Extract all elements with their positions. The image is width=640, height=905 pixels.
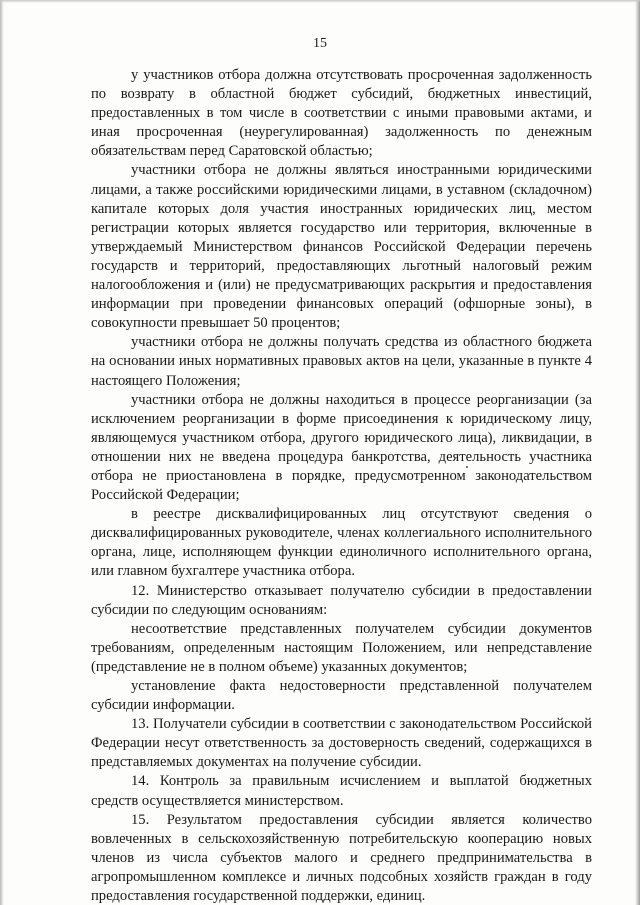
paragraph-15-result: 15. Результатом предоставления субсидии является количество вовлеченных в сельскохозяйственную потребительскую кооперацию новых членов из числа субъектов малого и среднего предпринимательства в агропромышленном комплексе и личных подсобных хозяйств граждан в году предоставления государственной поддержки, единиц. bbox=[91, 811, 592, 905]
paragraph-reorganization: участники отбора не должны находиться в процессе реорганизации (за исключением реорганизации в форме присоединения к юридическому лицу, являющемуся участником отбора, другого юридического лица), ликвидации, в отношении них не введена процедура банкротства, деятельность участника отбора не приостановлена в порядке, предусмотренном законодательством Российской Федерации; bbox=[91, 391, 592, 504]
paragraph-disqualified-register: в реестре дисквалифицированных лиц отсутствуют сведения о дисквалифицированных руководителе, членах коллегиального исполнительного органа, лице, исполняющем функции единоличного исполнительного органа, или главном бухгалтере участника отбора. bbox=[91, 506, 592, 580]
scan-edge-right bbox=[635, 0, 640, 905]
paragraph-noncompliance: несоответствие представленных получателем субсидии документов требованиям, определенным настоящим Положением, или непредставление (представление не в полном объеме) указанных документов; bbox=[91, 620, 592, 675]
page-number: 15 bbox=[313, 36, 327, 51]
paragraph-foreign-entities: участники отбора не должны являться иностранными юридическими лицами, а также российскими юридическими лицами, в уставном (складочном) капитале которых доля участия иностранных юридических лиц, местом регистрации которых является государство или территория, включенные в утверждаемый Министерством финансов Российской Федерации перечень государств и территорий, предоставляющих льготный налоговый режим налогообложения и (или) не предусматривающих раскрытия и предоставления информации при проведении финансовых операций (офшорные зоны), в совокупности превышает 50 процентов; bbox=[91, 162, 592, 332]
paragraph-12-refusal: 12. Министерство отказывает получателю субсидии в предоставлении субсидии по следующим основаниям: bbox=[91, 582, 592, 618]
paragraph-false-information: установление факта недостоверности представленной получателем субсидии информации. bbox=[91, 678, 592, 714]
scan-edge-left bbox=[0, 0, 4, 905]
paragraph-14-control: 14. Контроль за правильным исчислением и выплатой бюджетных средств осуществляется министерством. bbox=[91, 773, 592, 809]
document-body bbox=[91, 66, 592, 905]
scan-edge-top bbox=[0, 0, 640, 3]
paragraph-13-responsibility: 13. Получатели субсидии в соответствии с законодательством Российской Федерации несут ответственность за достоверность сведений, содержащихся в представляемых документах на получение субсидии. bbox=[91, 716, 592, 771]
paragraph-arrears: у участников отбора должна отсутствовать просроченная задолженность по возврату в областной бюджет субсидий, бюджетных инвестиций, предоставленных в том числе в соответствии с иными правовыми актами, и иная просроченная (неурегулированная) задолженность по денежным обязательствам перед Саратовской областью; bbox=[91, 67, 592, 160]
scan-speck bbox=[466, 466, 468, 468]
paragraph-other-funds: участники отбора не должны получать средства из областного бюджета на основании иных нормативных правовых актов на цели, указанные в пункте 4 настоящего Положения; bbox=[91, 334, 592, 389]
